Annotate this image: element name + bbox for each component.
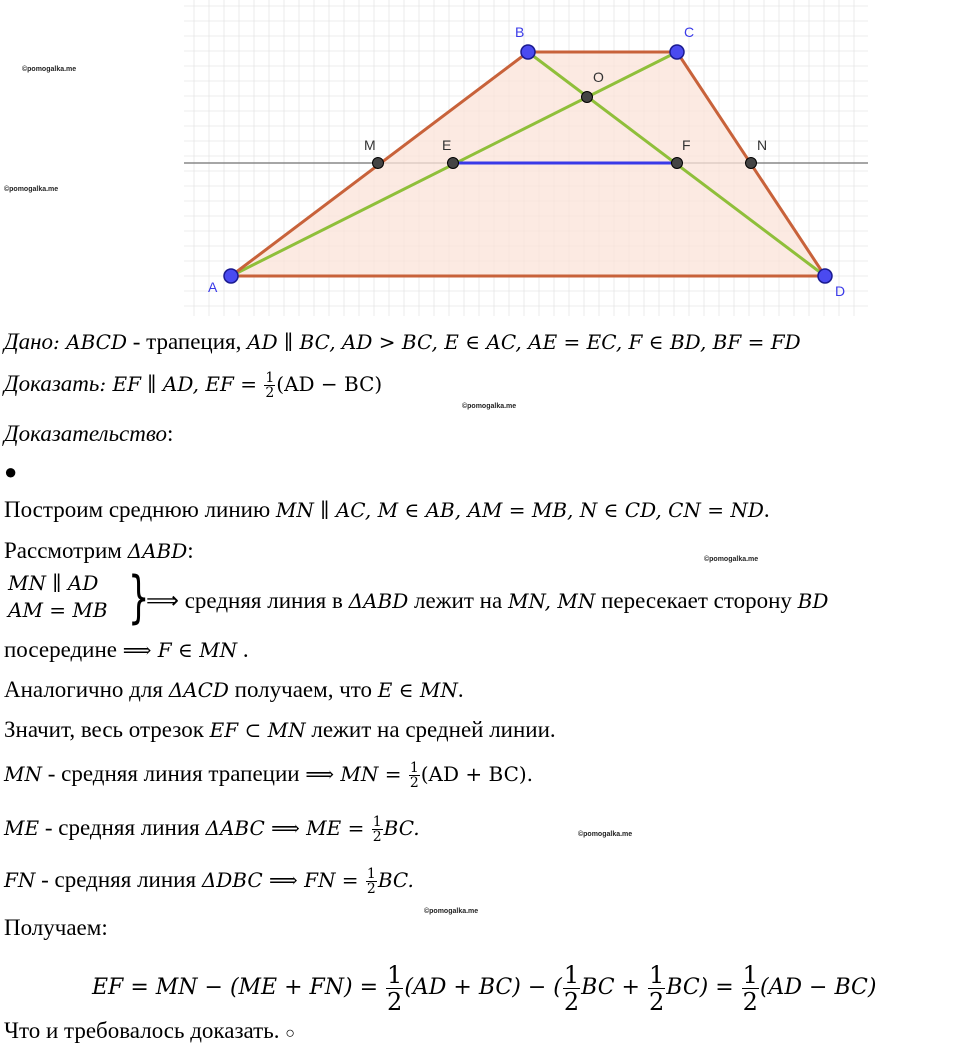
- brace: }: [128, 565, 150, 630]
- point-b: [521, 45, 535, 59]
- label-e: E: [442, 137, 452, 153]
- fraction-half: $\frac{1}{2}$: [648, 961, 665, 1016]
- label-c: C: [684, 24, 695, 40]
- fraction-half: $\frac{1}{2}$: [409, 760, 419, 792]
- point-f: [672, 158, 683, 169]
- label-m: M: [364, 137, 376, 153]
- fraction-half: $\frac{1}{2}$: [387, 961, 403, 1016]
- final-formula: EF = MN − (ME + FN) = $\frac{1}{2}$ (AD + BC) − ( $\frac{1}{2}$ BC + $\frac{1}{2}$ BC) = $\frac{1}{2}$ (AD − BC): [92, 961, 877, 1016]
- proof-line-4: посередине ⟹ F ∈ MN .: [4, 637, 249, 662]
- watermark: ©pomogalka.me: [704, 556, 759, 563]
- watermark: ©pomogalka.me: [578, 831, 633, 838]
- proof-line-1: Построим среднюю линию MN ∥ AC, M ∈ AB, AM = MB, N ∈ CD, CN = ND.: [4, 497, 770, 522]
- label-n: N: [757, 137, 768, 153]
- prove-line: Доказать: EF ∥ AD, EF = $\frac{1}{2}$ (AD − BC): [4, 370, 383, 402]
- given-line: Дано: ABCD - трапеция, AD ∥ BC, AD > BC, E ∈ AC, AE = EC, F ∈ BD, BF = FD: [4, 329, 801, 354]
- watermark: ©pomogalka.me: [22, 66, 77, 73]
- trapezoid-figure: [0, 0, 960, 320]
- proof-heading: Доказательство:: [4, 421, 174, 446]
- point-c: [670, 45, 684, 59]
- watermark: ©pomogalka.me: [462, 403, 517, 410]
- label-a: A: [208, 279, 218, 295]
- prove-label: Доказать: [4, 371, 100, 396]
- proof-line-5: Аналогично для ΔACD получаем, что E ∈ MN.: [4, 677, 464, 702]
- label-d: D: [835, 283, 846, 299]
- given-label: Дано: [4, 329, 54, 354]
- point-n: [746, 158, 757, 169]
- fraction-half: $\frac{1}{2}$: [372, 814, 382, 846]
- label-b: B: [515, 24, 525, 40]
- point-d: [818, 269, 832, 283]
- proof-line-6: Значит, весь отрезок EF ⊂ MN лежит на средней линии.: [4, 717, 556, 742]
- point-a: [224, 269, 238, 283]
- point-o: [582, 92, 593, 103]
- point-m: [373, 158, 384, 169]
- label-f: F: [682, 137, 691, 153]
- fraction-half: $\frac{1}{2}$: [742, 961, 758, 1016]
- watermark: ©pomogalka.me: [4, 186, 59, 193]
- proof-line-9: FN - средняя линия ΔDBC ⟹ FN = $\frac{1}{2}$ BC.: [4, 866, 414, 898]
- condition-system: MN ∥ AD AM = MB }: [8, 565, 150, 630]
- label-o: O: [593, 69, 604, 85]
- fraction-half: $\frac{1}{2}$: [563, 961, 580, 1016]
- qed-symbol: ○: [285, 1025, 295, 1042]
- fraction-half: $\frac{1}{2}$: [366, 866, 376, 898]
- proof-line-8: ME - средняя линия ΔABC ⟹ ME = $\frac{1}{2}$ BC.: [4, 814, 420, 846]
- fraction-half: $\frac{1}{2}$: [265, 370, 275, 402]
- point-e: [448, 158, 459, 169]
- proof-line-2: Рассмотрим ΔABD:: [4, 538, 194, 563]
- proof-line-3: ⟹ средняя линия в ΔABD лежит на MN, MN пересекает сторону BD: [146, 588, 829, 613]
- watermark: ©pomogalka.me: [424, 908, 479, 915]
- proof-line-7: MN - средняя линия трапеции ⟹ MN = $\frac{1}{2}$ (AD + BC).: [4, 760, 534, 792]
- conclusion-line: Что и требовалось доказать. ○: [4, 1018, 295, 1043]
- proof-line-10: Получаем:: [4, 915, 108, 940]
- bullet: ●: [4, 459, 18, 484]
